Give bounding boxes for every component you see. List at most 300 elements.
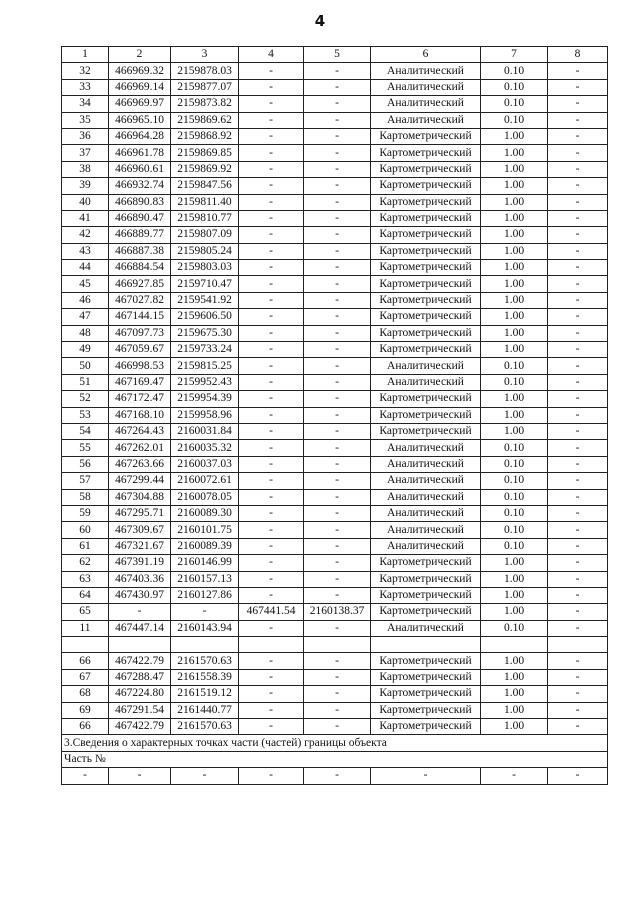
table-cell: 8 [548, 47, 608, 63]
table-cell: Картометрический [371, 309, 481, 325]
table-cell: 467291.54 [109, 702, 171, 718]
table-cell: Картометрический [371, 194, 481, 210]
table-cell: 1.00 [481, 145, 548, 161]
table-row [62, 456, 608, 472]
table-cell: Картометрический [371, 178, 481, 194]
table-cell: 1.00 [481, 243, 548, 259]
table-cell: - [304, 63, 371, 79]
table-cell: 467027.82 [109, 292, 171, 308]
table-cell: - [304, 260, 371, 276]
table-cell: 2159869.85 [171, 145, 239, 161]
table-cell: - [548, 276, 608, 292]
table-cell: - [548, 423, 608, 439]
table-cell: 69 [62, 702, 109, 718]
table-cell: 32 [62, 63, 109, 79]
table-cell: - [548, 440, 608, 456]
table-cell: 1.00 [481, 391, 548, 407]
table-cell: 0.10 [481, 473, 548, 489]
table-cell: - [239, 309, 304, 325]
table-row [62, 325, 608, 341]
table-row [62, 505, 608, 521]
table-cell: 467299.44 [109, 473, 171, 489]
table-cell: - [304, 505, 371, 521]
table-cell: Аналитический [371, 96, 481, 112]
table-cell: Аналитический [371, 440, 481, 456]
table-cell: - [304, 719, 371, 735]
table-cell [171, 637, 239, 653]
table-row [62, 63, 608, 79]
table-cell: - [239, 276, 304, 292]
table-cell: - [239, 407, 304, 423]
table-cell: - [548, 178, 608, 194]
table-cell: - [548, 112, 608, 128]
table-cell: - [548, 620, 608, 636]
table-cell: 2159878.03 [171, 63, 239, 79]
table-cell: - [239, 391, 304, 407]
table-cell: - [304, 358, 371, 374]
table-cell: - [548, 309, 608, 325]
table-cell: - [548, 210, 608, 226]
table-cell: Картометрический [371, 555, 481, 571]
table-cell: - [304, 555, 371, 571]
table-cell: 0.10 [481, 620, 548, 636]
table-cell: 1.00 [481, 407, 548, 423]
table-row [62, 358, 608, 374]
table-cell: - [548, 325, 608, 341]
table-cell: - [304, 440, 371, 456]
table-cell: 40 [62, 194, 109, 210]
table-cell: - [304, 161, 371, 177]
table-cell: 467403.36 [109, 571, 171, 587]
table-cell: 5 [304, 47, 371, 63]
table-cell: 7 [481, 47, 548, 63]
table-cell: 2159541.92 [171, 292, 239, 308]
table-cell: - [304, 96, 371, 112]
table-cell: 2160143.94 [171, 620, 239, 636]
table-cell: 467422.79 [109, 719, 171, 735]
table-cell: Аналитический [371, 473, 481, 489]
table-cell: - [239, 79, 304, 95]
table-cell: - [239, 342, 304, 358]
table-cell: 466969.32 [109, 63, 171, 79]
table-cell: Картометрический [371, 227, 481, 243]
table-cell: Картометрический [371, 719, 481, 735]
table-cell: 0.10 [481, 374, 548, 390]
table-cell: 2161440.77 [171, 702, 239, 718]
table-cell: - [304, 653, 371, 669]
table-cell: - [304, 686, 371, 702]
table-cell: 62 [62, 555, 109, 571]
table-cell: 466890.47 [109, 210, 171, 226]
table-row [62, 686, 608, 702]
table-cell: 467288.47 [109, 669, 171, 685]
table-cell: Картометрический [371, 391, 481, 407]
table-row [62, 423, 608, 439]
table-cell: 2160157.13 [171, 571, 239, 587]
table-cell: - [304, 112, 371, 128]
table-cell: 466998.53 [109, 358, 171, 374]
table-cell: 1.00 [481, 260, 548, 276]
table-cell: 2160031.84 [171, 423, 239, 439]
part-number-label [62, 751, 608, 767]
table-row [62, 210, 608, 226]
table-cell: 2159710.47 [171, 276, 239, 292]
table-cell: 1.00 [481, 669, 548, 685]
table-cell: - [239, 63, 304, 79]
table-cell: 58 [62, 489, 109, 505]
table-cell: - [239, 702, 304, 718]
table-cell: Картометрический [371, 407, 481, 423]
table-cell: Картометрический [371, 587, 481, 603]
table-cell: 63 [62, 571, 109, 587]
table-row [62, 342, 608, 358]
table-cell: 49 [62, 342, 109, 358]
table-cell: 33 [62, 79, 109, 95]
table-row [62, 374, 608, 390]
table-cell: - [548, 79, 608, 95]
table-cell: - [239, 178, 304, 194]
table-cell: 57 [62, 473, 109, 489]
table-cell: 466960.61 [109, 161, 171, 177]
table-cell: - [239, 538, 304, 554]
table-cell: - [171, 768, 239, 784]
table-cell: - [239, 260, 304, 276]
table-cell: 2159869.92 [171, 161, 239, 177]
table-cell: 2159810.77 [171, 210, 239, 226]
table-cell: 467295.71 [109, 505, 171, 521]
table-cell: 4 [239, 47, 304, 63]
table-cell: 35 [62, 112, 109, 128]
table-cell: - [239, 292, 304, 308]
table-cell: Картометрический [371, 423, 481, 439]
table-cell: 66 [62, 653, 109, 669]
table-cell: - [304, 391, 371, 407]
table-cell: Картометрический [371, 145, 481, 161]
table-row [62, 473, 608, 489]
table-cell: Аналитический [371, 620, 481, 636]
table-cell: - [239, 686, 304, 702]
coordinates-table [61, 46, 608, 785]
table-cell: Картометрический [371, 210, 481, 226]
table-cell: - [239, 473, 304, 489]
table-cell: 0.10 [481, 63, 548, 79]
table-cell: Картометрический [371, 292, 481, 308]
table-cell: - [304, 407, 371, 423]
table-cell: 1.00 [481, 571, 548, 587]
table-cell: - [481, 768, 548, 784]
table-cell: Картометрический [371, 260, 481, 276]
table-row [62, 522, 608, 538]
table-cell: 51 [62, 374, 109, 390]
table-row [62, 276, 608, 292]
table-cell: - [171, 604, 239, 620]
table-cell: 45 [62, 276, 109, 292]
table-cell: - [548, 489, 608, 505]
table-cell: 2159815.25 [171, 358, 239, 374]
table-cell: Аналитический [371, 374, 481, 390]
table-row [62, 669, 608, 685]
table-cell: - [239, 620, 304, 636]
table-cell: - [304, 276, 371, 292]
table-cell: - [548, 522, 608, 538]
table-cell: - [109, 604, 171, 620]
table-cell: 54 [62, 423, 109, 439]
table-cell: 1.00 [481, 342, 548, 358]
table-cell: 37 [62, 145, 109, 161]
table-cell: 52 [62, 391, 109, 407]
table-cell: 2159958.96 [171, 407, 239, 423]
table-cell: - [239, 325, 304, 341]
table-cell: - [548, 538, 608, 554]
table-cell: - [239, 227, 304, 243]
table-cell: 53 [62, 407, 109, 423]
table-cell: - [371, 768, 481, 784]
table-cell: 11 [62, 620, 109, 636]
table-cell: 0.10 [481, 456, 548, 472]
table-cell: 1.00 [481, 292, 548, 308]
table-row [62, 407, 608, 423]
table-cell: 1.00 [481, 309, 548, 325]
section-3-title-cell: 3.Сведения о характерных точках части (частей) границы объекта [62, 735, 608, 751]
table-cell: - [548, 161, 608, 177]
table-cell: - [304, 194, 371, 210]
table-row [62, 653, 608, 669]
table-row-last [62, 768, 608, 784]
table-cell [481, 637, 548, 653]
table-cell: - [304, 423, 371, 439]
table-cell: - [239, 587, 304, 603]
table-cell: - [548, 358, 608, 374]
table-cell: Картометрический [371, 243, 481, 259]
table-cell: - [304, 702, 371, 718]
table-cell: - [304, 473, 371, 489]
table-cell: Картометрический [371, 669, 481, 685]
table-cell: Аналитический [371, 358, 481, 374]
table-cell: - [548, 669, 608, 685]
table-cell: 1.00 [481, 702, 548, 718]
table-cell: 466961.78 [109, 145, 171, 161]
table-cell: 2160072.61 [171, 473, 239, 489]
table-cell: - [304, 669, 371, 685]
table-cell: 467097.73 [109, 325, 171, 341]
table-cell: - [239, 194, 304, 210]
table-cell: 0.10 [481, 440, 548, 456]
table-cell: - [304, 210, 371, 226]
table-cell: Аналитический [371, 489, 481, 505]
table-cell: - [548, 194, 608, 210]
table-row [62, 145, 608, 161]
table-cell: Аналитический [371, 538, 481, 554]
table-cell: Картометрический [371, 342, 481, 358]
table-cell: 466965.10 [109, 112, 171, 128]
table-cell: - [548, 456, 608, 472]
table-row [62, 309, 608, 325]
table-cell: 2160127.86 [171, 587, 239, 603]
table-cell: - [304, 587, 371, 603]
table-cell: Картометрический [371, 276, 481, 292]
table-row [62, 96, 608, 112]
table-cell: - [548, 587, 608, 603]
table-cell: 2160138.37 [304, 604, 371, 620]
table-cell: 2159733.24 [171, 342, 239, 358]
table-cell: - [548, 342, 608, 358]
table-cell: 2159811.40 [171, 194, 239, 210]
table-cell: - [304, 374, 371, 390]
table-cell: - [304, 456, 371, 472]
table-cell: 2159869.62 [171, 112, 239, 128]
table-cell: 6 [371, 47, 481, 63]
table-cell: 60 [62, 522, 109, 538]
table-cell: - [548, 391, 608, 407]
table-cell: - [304, 342, 371, 358]
table-cell: 1.00 [481, 555, 548, 571]
table-cell: Картометрический [371, 702, 481, 718]
table-cell: 2160035.32 [171, 440, 239, 456]
table-cell: 3 [171, 47, 239, 63]
table-cell: 43 [62, 243, 109, 259]
table-row [62, 440, 608, 456]
table-cell: 1.00 [481, 128, 548, 144]
table-cell: 50 [62, 358, 109, 374]
table-cell: - [304, 620, 371, 636]
table-cell: - [548, 407, 608, 423]
table-cell: - [239, 96, 304, 112]
table-row [62, 587, 608, 603]
table-row [62, 620, 608, 636]
table-cell: 467059.67 [109, 342, 171, 358]
table-cell [548, 637, 608, 653]
table-row [62, 227, 608, 243]
page-number: 4 [314, 12, 326, 30]
table-row [62, 391, 608, 407]
table-cell: - [239, 128, 304, 144]
table-cell: 0.10 [481, 522, 548, 538]
table-cell: 1.00 [481, 210, 548, 226]
table-cell: 466889.77 [109, 227, 171, 243]
table-cell: Аналитический [371, 505, 481, 521]
table-cell: 59 [62, 505, 109, 521]
table-cell: 467304.88 [109, 489, 171, 505]
table-cell: - [239, 505, 304, 521]
table-cell: Картометрический [371, 571, 481, 587]
table-cell: 466890.83 [109, 194, 171, 210]
table-cell: - [548, 555, 608, 571]
table-cell: - [239, 522, 304, 538]
table-cell: Картометрический [371, 653, 481, 669]
table-row [62, 489, 608, 505]
table-cell: 2159805.24 [171, 243, 239, 259]
table-cell: - [239, 423, 304, 439]
table-cell: - [548, 768, 608, 784]
table-cell: 0.10 [481, 112, 548, 128]
table-cell: - [304, 309, 371, 325]
table-cell: - [548, 145, 608, 161]
table-cell: - [548, 702, 608, 718]
table-cell: 2160101.75 [171, 522, 239, 538]
table-cell: - [304, 489, 371, 505]
table-cell: 2161519.12 [171, 686, 239, 702]
table-cell: 466969.14 [109, 79, 171, 95]
table-cell: 467391.19 [109, 555, 171, 571]
table-cell: - [548, 63, 608, 79]
table-cell [62, 637, 109, 653]
table-cell: 467144.15 [109, 309, 171, 325]
table-cell: 467441.54 [239, 604, 304, 620]
table-cell: - [239, 768, 304, 784]
table-cell: 467263.66 [109, 456, 171, 472]
table-cell: - [304, 325, 371, 341]
table-cell: - [239, 440, 304, 456]
table-cell: Картометрический [371, 686, 481, 702]
table-cell: - [239, 653, 304, 669]
table-cell: 0.10 [481, 538, 548, 554]
table-row [62, 719, 608, 735]
table-cell: 67 [62, 669, 109, 685]
table-cell: 467321.67 [109, 538, 171, 554]
table-cell: 0.10 [481, 505, 548, 521]
table-cell: - [548, 227, 608, 243]
table-cell: 2160089.39 [171, 538, 239, 554]
table-cell: - [304, 79, 371, 95]
table-cell: 42 [62, 227, 109, 243]
section-3-title [62, 735, 608, 751]
table-cell: 1.00 [481, 194, 548, 210]
table-cell: 1.00 [481, 161, 548, 177]
table-cell: 467264.43 [109, 423, 171, 439]
table-cell: 2159877.07 [171, 79, 239, 95]
table-cell: 2159847.56 [171, 178, 239, 194]
table-cell: - [239, 145, 304, 161]
table-cell: 466969.97 [109, 96, 171, 112]
table-cell: 55 [62, 440, 109, 456]
table-cell: 2160037.03 [171, 456, 239, 472]
table-cell: 1.00 [481, 604, 548, 620]
table-cell: - [304, 768, 371, 784]
table-cell: - [548, 604, 608, 620]
table-cell: 41 [62, 210, 109, 226]
table-cell [304, 637, 371, 653]
table-cell: 2159954.39 [171, 391, 239, 407]
table-cell: Картометрический [371, 128, 481, 144]
table-cell: 61 [62, 538, 109, 554]
table-cell: 2161570.63 [171, 653, 239, 669]
table-cell: - [548, 686, 608, 702]
table-cell: 2161558.39 [171, 669, 239, 685]
table-cell: - [239, 456, 304, 472]
table-cell: - [304, 522, 371, 538]
table-row [62, 243, 608, 259]
table-cell: - [239, 112, 304, 128]
table-cell: Картометрический [371, 604, 481, 620]
table-cell: - [304, 227, 371, 243]
table-cell: 68 [62, 686, 109, 702]
table-cell: 467262.01 [109, 440, 171, 456]
table-header-row [62, 47, 608, 63]
table-cell: 44 [62, 260, 109, 276]
table-cell: 467172.47 [109, 391, 171, 407]
table-cell: - [239, 669, 304, 685]
table-cell: 466927.85 [109, 276, 171, 292]
table-cell: Аналитический [371, 63, 481, 79]
table-cell: - [548, 374, 608, 390]
table-cell: 467447.14 [109, 620, 171, 636]
table-cell: 66 [62, 719, 109, 735]
table-cell: Аналитический [371, 79, 481, 95]
table-cell: - [548, 260, 608, 276]
table-cell: - [239, 489, 304, 505]
table-cell: Аналитический [371, 522, 481, 538]
table-row [62, 161, 608, 177]
